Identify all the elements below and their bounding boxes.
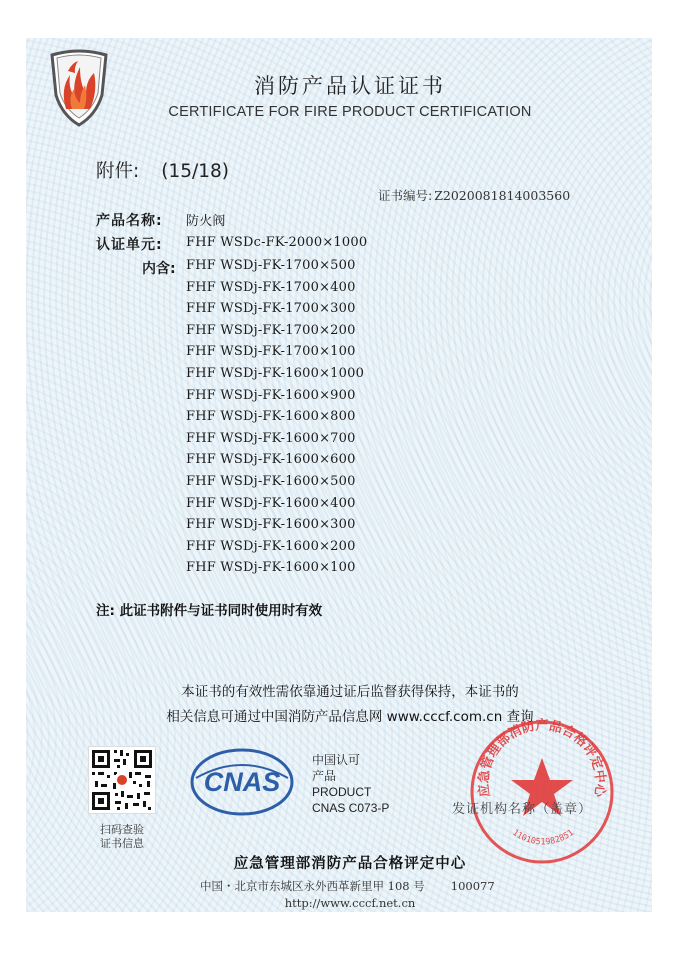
certification-unit-value: FHF WSDc-FK-2000×1000 [186, 235, 368, 250]
website-url: http://www.cccf.net.cn [284, 896, 416, 910]
cnas-line4: CNAS C073-P [312, 801, 390, 815]
certificate-number [378, 186, 570, 204]
model-item: FHF WSDj-FK-1700×500 [186, 258, 356, 273]
model-item: FHF WSDj-FK-1700×100 [186, 344, 356, 360]
includes-label: 内含: [142, 261, 176, 277]
product-name-label: 产品名称: [96, 213, 163, 229]
qr-caption-line1: 扫码查验 [100, 823, 144, 836]
model-item: FHF WSDj-FK-1700×200 [186, 322, 356, 338]
model-item: FHF WSDj-FK-1600×800 [186, 409, 356, 425]
red-star-seal-icon [468, 718, 616, 866]
qr-caption [82, 823, 162, 851]
product-name-value: 防火阀 [186, 214, 226, 229]
certificate-title-cn: 消防产品认证证书 [254, 74, 446, 98]
model-item: FHF WSDj-FK-1600×200 [186, 538, 356, 554]
issuer-label: 发证机构名称（盖章） [452, 802, 593, 817]
model-item: FHF WSDj-FK-1700×300 [186, 301, 356, 317]
svg-text:1101051982851 [510, 828, 575, 847]
postcode: 100077 [450, 879, 495, 893]
cnas-logo-text: CNAS [203, 767, 281, 797]
attachment-label: 附件: [96, 161, 140, 182]
model-item: FHF WSDj-FK-1600×900 [186, 387, 356, 403]
model-item: FHF WSDj-FK-1600×100 [186, 560, 356, 576]
cnas-line3: PRODUCT [312, 785, 372, 799]
seal-number: 1101051982851 [510, 827, 576, 848]
cnas-line1: 中国认可 [312, 753, 361, 767]
certificate-number-label: 证书编号: [378, 188, 433, 203]
certificate-number-value: Z2020081814003560 [434, 188, 571, 203]
model-item: FHF WSDj-FK-1600×400 [186, 495, 356, 511]
validity-note: 注: 此证书附件与证书同时使用时有效 [96, 603, 323, 619]
issuing-center-name: 应急管理部消防产品合格评定中心 [233, 856, 467, 872]
address-text: 中国・北京市东城区永外西革新里甲 108 号 [200, 879, 425, 893]
cnas-line2: 产品 [312, 769, 337, 783]
attachment-header [96, 157, 229, 183]
flame-shield-icon [48, 45, 110, 127]
attachment-page: (15/18) [161, 161, 229, 182]
model-item: FHF WSDj-FK-1700×400 [186, 279, 356, 295]
model-item: FHF WSDj-FK-1600×700 [186, 430, 356, 446]
model-item: FHF WSDj-FK-1600×1000 [186, 366, 365, 381]
seal-ring-text: 应急管理部消防产品合格评定中心 [476, 718, 608, 798]
validity-statement-line2: 相关信息可通过中国消防产品信息网 www.cccf.com.cn 查询 [166, 709, 534, 725]
cnas-logo-icon [190, 748, 294, 816]
validity-statement-line1: 本证书的有效性需依靠通过证后监督获得保持，本证书的 [181, 684, 519, 700]
model-item: FHF WSDj-FK-1600×600 [186, 452, 356, 468]
certification-unit-label: 认证单元: [96, 237, 163, 253]
model-item: FHF WSDj-FK-1600×500 [186, 474, 356, 489]
qr-caption-line2: 证书信息 [100, 837, 144, 850]
certificate-title-en: CERTIFICATE FOR FIRE PRODUCT CERTIFICATION [168, 104, 532, 120]
qr-code-icon [88, 746, 156, 814]
model-item: FHF WSDj-FK-1600×300 [186, 517, 356, 533]
cnas-accreditation-text [312, 752, 389, 816]
issuer-address [200, 878, 495, 894]
